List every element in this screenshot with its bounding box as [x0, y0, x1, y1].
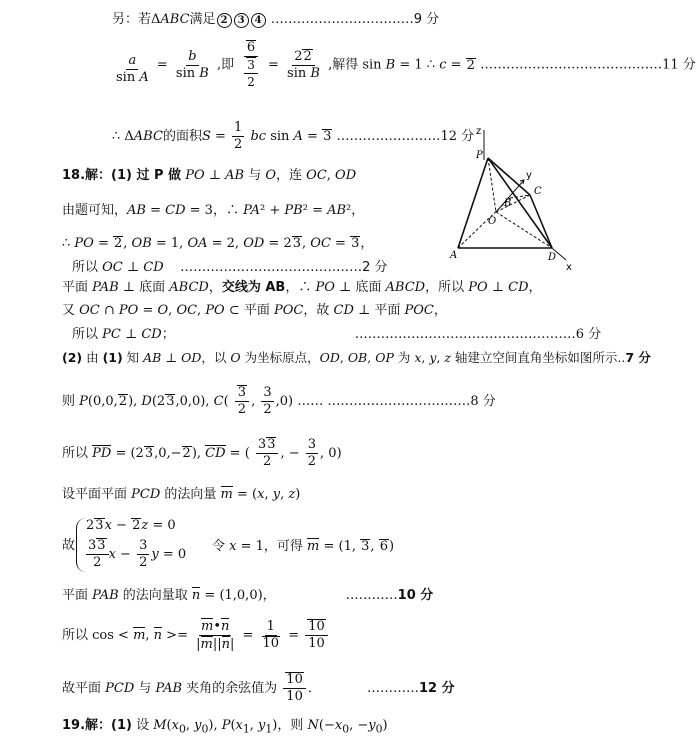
- line-sine-rule: $\frac{a}{\text{sin A}}$ = $\frac{b}{\text{sin B}}$ ,即 $\frac{6}{\frac{3}{2}}$ = $\frac{22}{\text{sin B}}$ ,解得 sin B = 1 ∴ c = 2 ……………………………………11 分: [116, 40, 696, 89]
- line-q18-start: 18.解：(1) 过 P 做 PO ⊥ AB 与 O，连 OC, OD: [62, 168, 357, 183]
- line-vectors: 所以 PD = (23,0,−2), CD = ( $\frac{33}{2}$ , − $\frac{3}{2}$ , 0): [62, 437, 342, 469]
- line-q19-start: 19.解：(1) 设 $M(x_0$, $y_0$), $P(x_1$, $y_1$)，则 $N(-x_0$, $-y_0$): [62, 718, 388, 736]
- line-cos: 所以 cos < m, n >= $\frac{m•n}{|m||n|}$ = $\frac{1}{10}$ = $\frac{10}{10}$: [62, 618, 330, 653]
- fig-label-y: y: [526, 170, 532, 181]
- line-lengths: ∴ PO = 2, OB = 1, OA = 2, OD = 23, OC = 3，: [62, 236, 374, 251]
- fig-label-A: A: [450, 250, 458, 261]
- fig-label-B: B: [504, 198, 512, 209]
- line-coords: 则 P(0,0,2), D(23,0,0), C( $\frac{3}{2}$ , $\frac{3}{2}$ ,0) …… ……………………………8 分: [62, 385, 496, 417]
- fig-label-x: x: [566, 262, 572, 273]
- line-area: ∴ ΔABC的面积S = $\frac{1}{2}$ bc sin A = 3 ……………………12 分: [112, 120, 475, 152]
- line-oc-perp-cd: 所以 OC ⊥ CD ……………………………………2 分: [72, 260, 388, 275]
- line-q18-part2: (2) 由 (1) 知 AB ⊥ OD，以 O 为坐标原点，OD, OB, OP 为 x, y, z 轴建立空间直角坐标如图所示..7 分: [62, 350, 651, 365]
- line-cd-perp-plane: 又 OC ∩ PO = O, OC, PO ⊂ 平面 POC，故 CD ⊥ 平面 POC，: [62, 303, 447, 318]
- line-normal-m: 设平面平面 PCD 的法向量 m = (x, y, z): [62, 487, 301, 502]
- line-alt-condition: 另：若ΔABC满足 2 3 4 ……………………………9 分: [112, 12, 440, 27]
- fig-label-z: z: [476, 126, 482, 137]
- fig-label-P: P: [476, 150, 483, 161]
- line-given: 由题可知，AB = CD = 3，∴ PA² + PB² = AB²，: [62, 203, 365, 218]
- line-normal-n: 平面 PAB 的法向量取 n = (1,0,0)， …………10 分: [62, 588, 434, 603]
- fig-label-C: C: [534, 186, 542, 197]
- pyramid-figure: [440, 120, 590, 280]
- fig-label-D: D: [548, 252, 557, 263]
- line-answer: 故平面 PCD 与 PAB 夹角的余弦值为 $\frac{10}{10}$ ． …………12 分: [62, 672, 455, 704]
- fig-label-O: O: [488, 216, 497, 227]
- line-plane-perp: 平面 PAB ⊥ 底面 ABCD，交线为 AB，∴ PO ⊥ 底面 ABCD，所以 PO ⊥ CD，: [62, 280, 542, 295]
- line-pc-perp-cd: 所以 PC ⊥ CD； ……………………………………………6 分: [72, 327, 602, 342]
